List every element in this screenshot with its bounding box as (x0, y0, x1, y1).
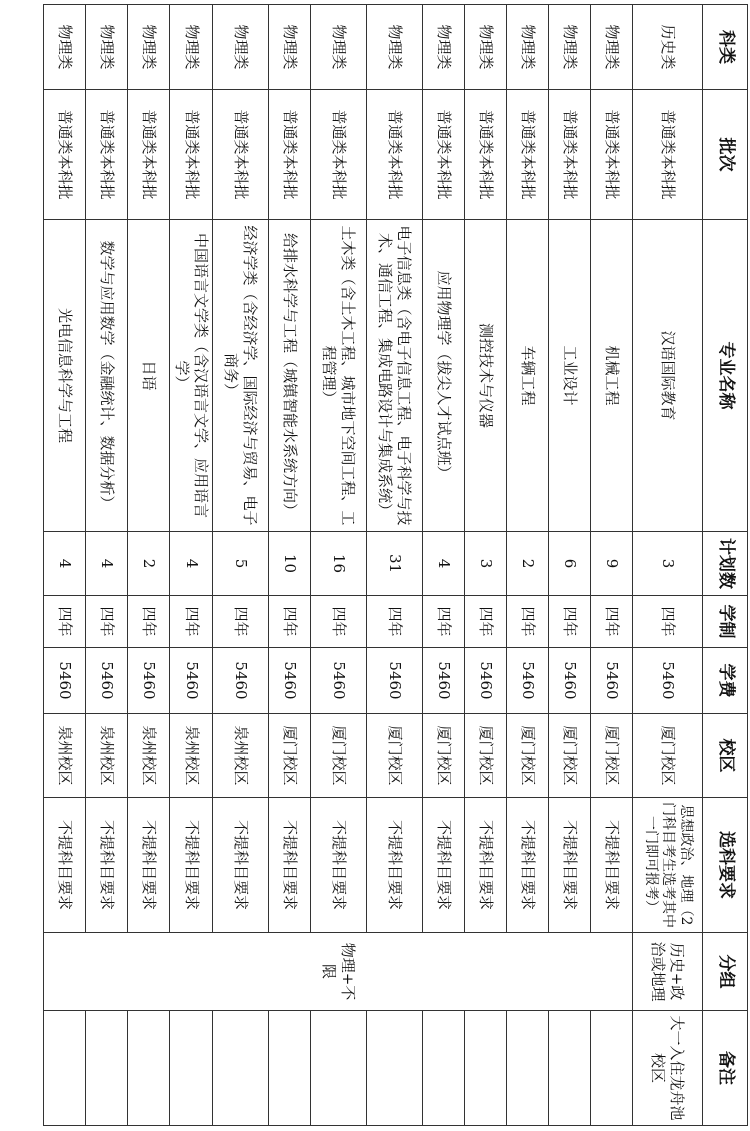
batch-cell: 普通类本科批 (633, 90, 703, 220)
remark-cell (269, 1011, 311, 1126)
campus-cell: 泉州校区 (44, 714, 86, 798)
subject-cell: 物理类 (86, 5, 128, 90)
remark-cell (170, 1011, 213, 1126)
major-cell: 工业设计 (549, 220, 591, 532)
batch-cell: 普通类本科批 (367, 90, 423, 220)
remark-cell (507, 1011, 549, 1126)
fee-cell: 5460 (170, 648, 213, 714)
years-cell: 四年 (44, 596, 86, 648)
campus-cell: 厦门校区 (367, 714, 423, 798)
requirement-cell: 不提科目要求 (465, 798, 507, 933)
requirement-cell: 不提科目要求 (549, 798, 591, 933)
fee-cell: 5460 (591, 648, 633, 714)
plan-cell: 4 (423, 532, 465, 596)
admission-plan-table (44, 4, 749, 1126)
fee-cell: 5460 (86, 648, 128, 714)
plan-cell: 2 (128, 532, 170, 596)
remark-cell (44, 1011, 86, 1126)
campus-cell: 厦门校区 (591, 714, 633, 798)
subject-cell: 物理类 (213, 5, 269, 90)
header-row (703, 5, 748, 1126)
plan-cell: 6 (549, 532, 591, 596)
fee-cell: 5460 (633, 648, 703, 714)
campus-cell: 泉州校区 (213, 714, 269, 798)
batch-cell: 普通类本科批 (591, 90, 633, 220)
requirement-cell: 思想政治、地理（2门科目考生选考其中一门即可报考） (633, 798, 703, 933)
major-cell: 测控技术与仪器 (465, 220, 507, 532)
years-cell: 四年 (311, 596, 367, 648)
remark-cell (213, 1011, 269, 1126)
campus-cell: 厦门校区 (423, 714, 465, 798)
header-fee: 学费 (703, 648, 748, 714)
requirement-cell: 不提科目要求 (591, 798, 633, 933)
subject-cell: 物理类 (465, 5, 507, 90)
batch-cell: 普通类本科批 (507, 90, 549, 220)
requirement-cell: 不提科目要求 (311, 798, 367, 933)
batch-cell: 普通类本科批 (86, 90, 128, 220)
fee-cell: 5460 (311, 648, 367, 714)
header-remark: 备注 (703, 1011, 748, 1126)
batch-cell: 普通类本科批 (423, 90, 465, 220)
years-cell: 四年 (591, 596, 633, 648)
subject-cell: 物理类 (423, 5, 465, 90)
major-cell: 车辆工程 (507, 220, 549, 532)
years-cell: 四年 (465, 596, 507, 648)
requirement-cell: 不提科目要求 (423, 798, 465, 933)
header-requirement: 选科要求 (703, 798, 748, 933)
requirement-cell: 不提科目要求 (213, 798, 269, 933)
requirement-cell: 不提科目要求 (507, 798, 549, 933)
years-cell: 四年 (86, 596, 128, 648)
campus-cell: 厦门校区 (311, 714, 367, 798)
major-cell: 数学与应用数学（金融统计、数据分析） (86, 220, 128, 532)
campus-cell: 泉州校区 (128, 714, 170, 798)
major-cell: 汉语国际教育 (633, 220, 703, 532)
fee-cell: 5460 (269, 648, 311, 714)
plan-cell: 3 (465, 532, 507, 596)
major-cell: 中国语言文学类（含汉语言文学、应用语言学） (170, 220, 213, 532)
campus-cell: 泉州校区 (170, 714, 213, 798)
years-cell: 四年 (128, 596, 170, 648)
years-cell: 四年 (423, 596, 465, 648)
header-subject: 科类 (703, 5, 748, 90)
header-group: 分组 (703, 933, 748, 1011)
header-plan: 计划数 (703, 532, 748, 596)
batch-cell: 普通类本科批 (465, 90, 507, 220)
major-cell: 电子信息类（含电子信息工程、电子科学与技术、通信工程、集成电路设计与集成系统） (367, 220, 423, 532)
major-cell: 应用物理学（拔尖人才试点班） (423, 220, 465, 532)
batch-cell: 普通类本科批 (269, 90, 311, 220)
batch-cell: 普通类本科批 (213, 90, 269, 220)
fee-cell: 5460 (44, 648, 86, 714)
plan-cell: 16 (311, 532, 367, 596)
fee-cell: 5460 (507, 648, 549, 714)
fee-cell: 5460 (128, 648, 170, 714)
plan-cell: 5 (213, 532, 269, 596)
years-cell: 四年 (633, 596, 703, 648)
batch-cell: 普通类本科批 (549, 90, 591, 220)
requirement-cell: 不提科目要求 (170, 798, 213, 933)
major-cell: 日语 (128, 220, 170, 532)
years-cell: 四年 (367, 596, 423, 648)
header-campus: 校区 (703, 714, 748, 798)
header-major: 专业名称 (703, 220, 748, 532)
fee-cell: 5460 (465, 648, 507, 714)
major-cell: 光电信息科学与工程 (44, 220, 86, 532)
subject-cell: 物理类 (311, 5, 367, 90)
fee-cell: 5460 (213, 648, 269, 714)
plan-cell: 10 (269, 532, 311, 596)
campus-cell: 厦门校区 (549, 714, 591, 798)
major-cell: 土木类（含土木工程、城市地下空间工程、工程管理） (311, 220, 367, 532)
years-cell: 四年 (170, 596, 213, 648)
major-cell: 给排水科学与工程（城镇智能水系统方向） (269, 220, 311, 532)
subject-cell: 物理类 (44, 5, 86, 90)
subject-cell: 历史类 (633, 5, 703, 90)
remark-cell (86, 1011, 128, 1126)
table-row (633, 5, 703, 1126)
requirement-cell: 不提科目要求 (128, 798, 170, 933)
remark-cell (128, 1011, 170, 1126)
campus-cell: 泉州校区 (86, 714, 128, 798)
requirement-cell: 不提科目要求 (367, 798, 423, 933)
major-cell: 机械工程 (591, 220, 633, 532)
plan-cell: 9 (591, 532, 633, 596)
plan-cell: 3 (633, 532, 703, 596)
fee-cell: 5460 (549, 648, 591, 714)
plan-cell: 4 (44, 532, 86, 596)
batch-cell: 普通类本科批 (170, 90, 213, 220)
subject-cell: 物理类 (170, 5, 213, 90)
header-batch: 批次 (703, 90, 748, 220)
remark-cell (465, 1011, 507, 1126)
batch-cell: 普通类本科批 (128, 90, 170, 220)
subject-cell: 物理类 (591, 5, 633, 90)
years-cell: 四年 (213, 596, 269, 648)
table-row (591, 5, 633, 1126)
campus-cell: 厦门校区 (269, 714, 311, 798)
remark-cell: 大一入住龙舟池校区 (633, 1011, 703, 1126)
years-cell: 四年 (507, 596, 549, 648)
requirement-cell: 不提科目要求 (269, 798, 311, 933)
subject-cell: 物理类 (269, 5, 311, 90)
remark-cell (591, 1011, 633, 1126)
header-years: 学制 (703, 596, 748, 648)
fee-cell: 5460 (367, 648, 423, 714)
years-cell: 四年 (269, 596, 311, 648)
campus-cell: 厦门校区 (465, 714, 507, 798)
plan-cell: 31 (367, 532, 423, 596)
plan-cell: 4 (170, 532, 213, 596)
subject-cell: 物理类 (367, 5, 423, 90)
subject-cell: 物理类 (128, 5, 170, 90)
campus-cell: 厦门校区 (633, 714, 703, 798)
remark-cell (367, 1011, 423, 1126)
subject-cell: 物理类 (549, 5, 591, 90)
batch-cell: 普通类本科批 (311, 90, 367, 220)
requirement-cell: 不提科目要求 (86, 798, 128, 933)
fee-cell: 5460 (423, 648, 465, 714)
plan-cell: 2 (507, 532, 549, 596)
campus-cell: 厦门校区 (507, 714, 549, 798)
plan-cell: 4 (86, 532, 128, 596)
years-cell: 四年 (549, 596, 591, 648)
requirement-cell: 不提科目要求 (44, 798, 86, 933)
remark-cell (423, 1011, 465, 1126)
major-cell: 经济学类（含经济学、国际经济与贸易、电子商务） (213, 220, 269, 532)
remark-cell (549, 1011, 591, 1126)
batch-cell: 普通类本科批 (44, 90, 86, 220)
group-cell: 历史+政治或地理 (633, 933, 703, 1011)
subject-cell: 物理类 (507, 5, 549, 90)
group-cell: 物理+不限 (44, 933, 633, 1011)
remark-cell (311, 1011, 367, 1126)
